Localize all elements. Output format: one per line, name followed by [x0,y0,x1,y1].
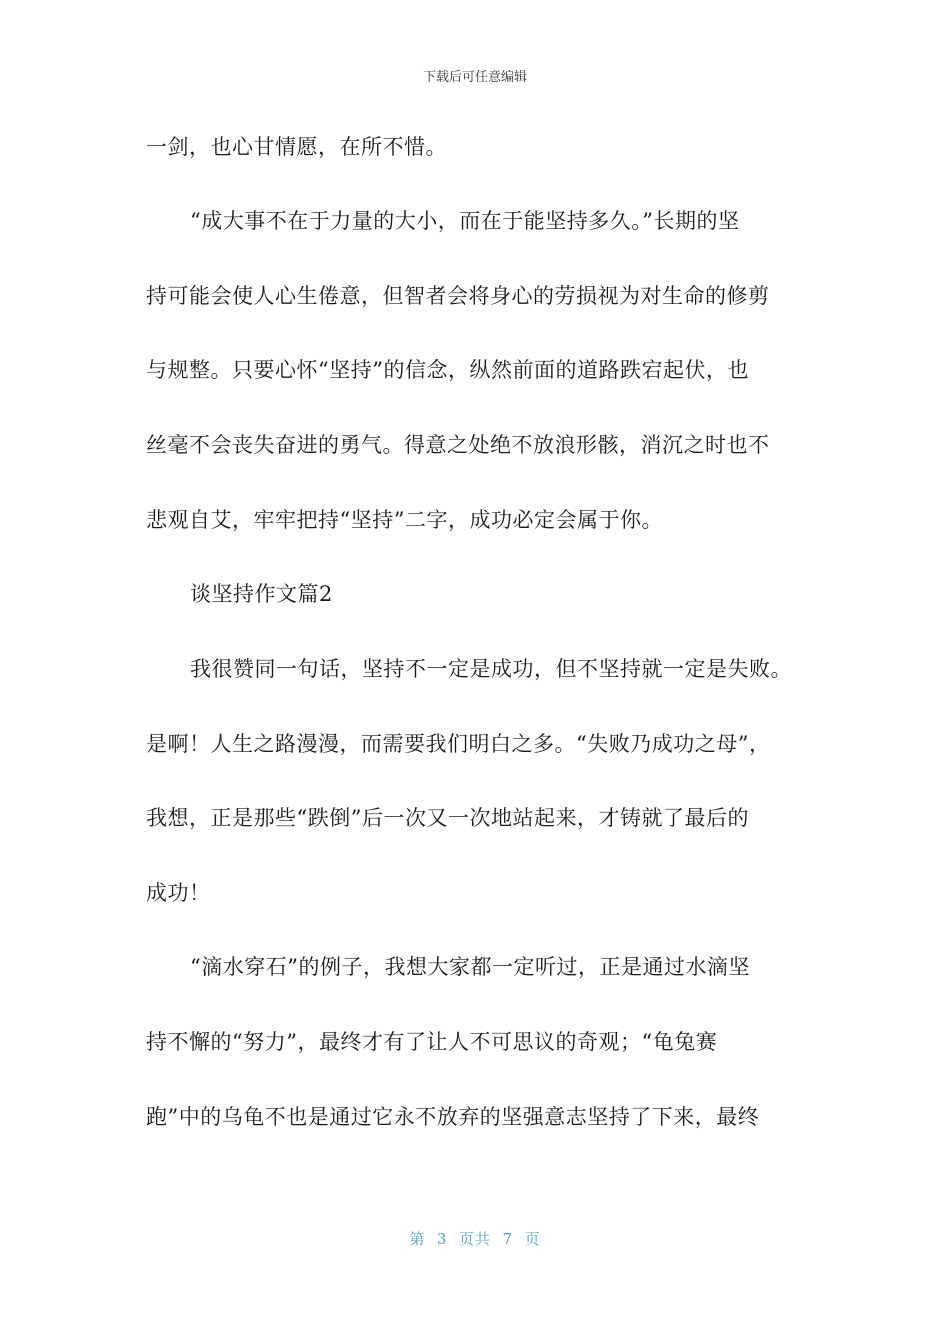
section-heading: 谈坚持作文篇2 [190,582,333,606]
paragraph-line: 持不懈的“努力”，最终才有了让人不可思议的奇观；“龟兔赛 [146,1030,718,1054]
paragraph-line: 我想，正是那些“跌倒”后一次又一次地站起来，才铸就了最后的 [146,806,749,830]
paragraph-line: 丝毫不会丧失奋进的勇气。得意之处绝不放浪形骸，消沉之时也不 [146,433,770,457]
paragraph-line: 悲观自艾，牢牢把持“坚持”二字，成功必定会属于你。 [146,508,663,532]
paragraph-line: “成大事不在于力量的大小，而在于能坚持多久。”长期的坚 [190,209,740,233]
paragraph-line: 成功！ [146,881,211,905]
paragraph-line: 我很赞同一句话，坚持不一定是成功，但不坚持就一定是失败。 [190,657,792,681]
page-header: 下载后可任意编辑 [422,70,527,85]
page-number-footer: 第 3 页共 7 页 [409,1230,541,1248]
paragraph-line: 跑”中的乌龟不也是通过它永不放弃的坚强意志坚持了下来，最终 [146,1105,760,1129]
paragraph-line: 持可能会使人心生倦意，但智者会将身心的劳损视为对生命的修剪 [146,284,770,308]
paragraph-line: 是啊！人生之路漫漫，而需要我们明白之多。“失败乃成功之母”， [146,732,771,756]
paragraph-line: 一剑，也心甘情愿，在所不惜。 [146,135,447,159]
paragraph-line: “滴水穿石”的例子，我想大家都一定听过，正是通过水滴坚 [190,955,750,979]
paragraph-line: 与规整。只要心怀“坚持”的信念，纵然前面的道路跌宕起伏，也 [146,358,749,382]
